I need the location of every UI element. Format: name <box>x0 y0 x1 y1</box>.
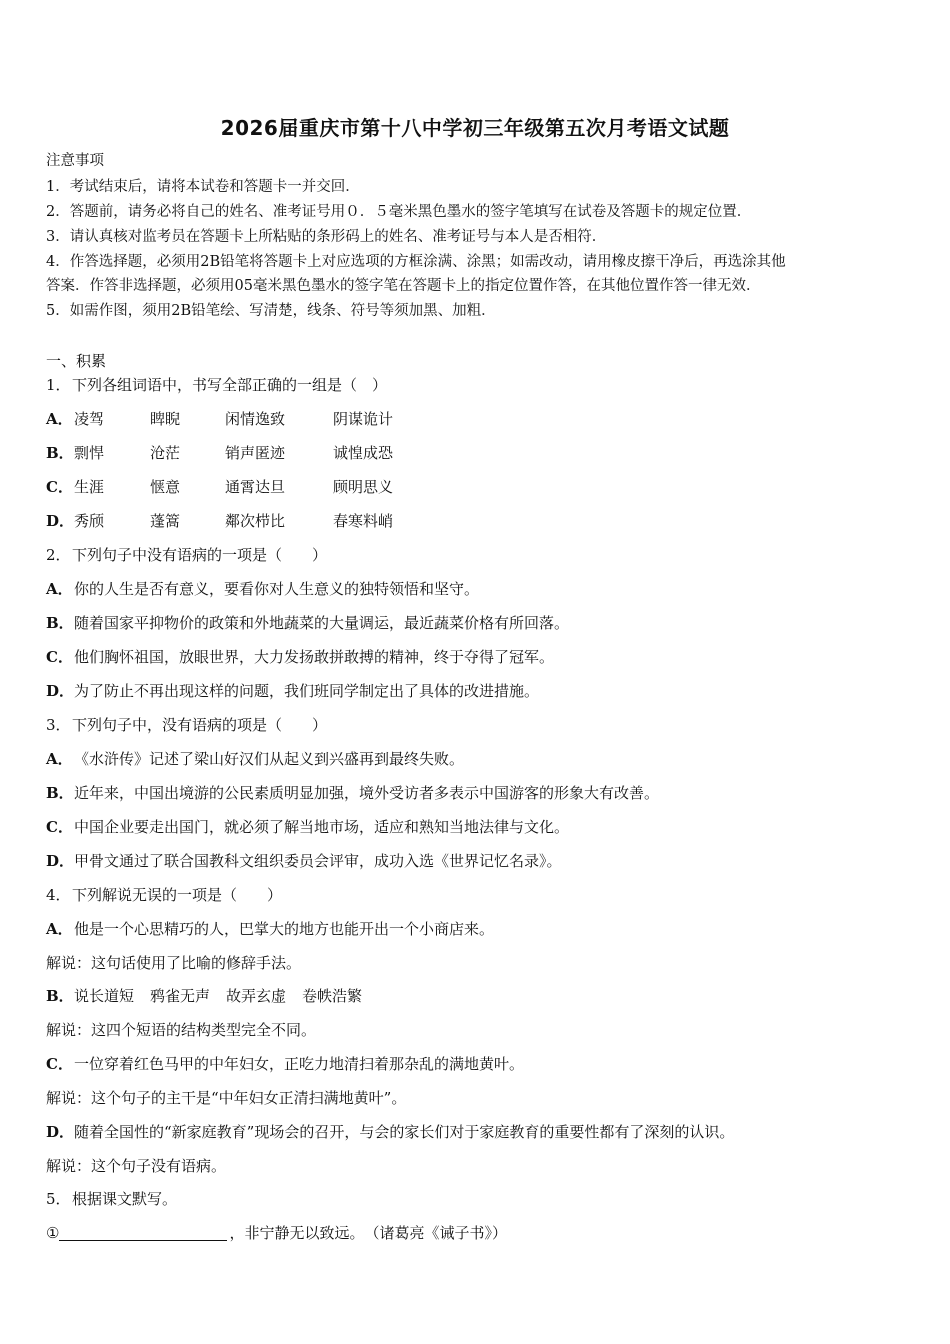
notice-item-1: 1．考试结束后，请将本试卷和答题卡一并交回． <box>46 179 360 195</box>
option-letter: A． <box>46 920 73 938</box>
option-letter: B． <box>46 784 74 802</box>
q5-item-1 <box>46 1223 507 1243</box>
option-word: 剽悍 <box>74 444 105 462</box>
option-word: 阴谋诡计 <box>333 410 394 428</box>
q2-option-a <box>46 579 479 599</box>
question-number: 3． <box>46 716 71 734</box>
option-text: 为了防止不再出现这样的问题，我们班同学制定出了具体的改进措施。 <box>74 682 540 700</box>
item-text: ，非宁静无以致远。 （诸葛亮《诫子书》） <box>229 1224 507 1242</box>
option-text: 甲骨文通过了联合国教科文组织委员会评审，成功入选《世界记忆名录》。 <box>74 852 562 870</box>
question-number: 1． <box>46 376 71 394</box>
notice-item-4: 4．作答选择题，必须用2B铅笔将答题卡上对应选项的方框涂满、涂黑；如需改动，请用橡皮擦干净后，再选涂其他 <box>46 254 786 270</box>
notice-item-3: 3．请认真核对监考员在答题卡上所粘贴的条形码上的姓名、准考证号与本人是否相符． <box>46 229 607 245</box>
question-number: 4． <box>46 886 71 904</box>
question-4-stem <box>46 885 282 905</box>
q4-a-explanation: 解说：这句话使用了比喻的修辞手法。 <box>46 954 302 972</box>
option-letter: D． <box>46 512 75 530</box>
option-text: 随着国家平抑物价的政策和外地蔬菜的大量调运，最近蔬菜价格有所回落。 <box>74 614 570 632</box>
question-text: 根据课文默写。 <box>72 1190 178 1208</box>
q1-option-a <box>46 409 393 429</box>
notice-item-5: 5．如需作图，须用2B铅笔绘、写清楚，线条、符号等须加黑、加粗． <box>46 303 496 319</box>
option-text: 你的人生是否有意义，要看你对人生意义的独特领悟和坚守。 <box>74 580 480 598</box>
option-word: 销声匿迹 <box>225 444 286 462</box>
question-text: 下列句子中，没有语病的项是（ ） <box>72 716 328 734</box>
option-letter: D． <box>46 682 75 700</box>
option-word: 通霄达旦 <box>225 478 286 496</box>
q4-option-b <box>46 986 378 1006</box>
option-word: 闲情逸致 <box>225 410 286 428</box>
question-3-stem <box>46 715 327 735</box>
option-word: 春寒料峭 <box>333 512 394 530</box>
option-word: 沧茫 <box>150 444 181 462</box>
q3-option-a <box>46 749 464 769</box>
question-5-stem <box>46 1189 177 1209</box>
option-phrase: 卷帙浩繁 <box>302 987 363 1005</box>
option-letter: D． <box>46 852 75 870</box>
q4-b-explanation: 解说：这四个短语的结构类型完全不同。 <box>46 1021 317 1039</box>
section-heading: 一、积累 <box>46 352 107 370</box>
option-text: 中国企业要走出国门，就必须了解当地市场，适应和熟知当地法律与文化。 <box>74 818 570 836</box>
page-title: 2026届重庆市第十八中学初三年级第五次月考语文试题 <box>220 116 730 140</box>
option-letter: C． <box>46 478 73 496</box>
q3-option-c <box>46 817 569 837</box>
option-letter: B． <box>46 444 74 462</box>
answer-blank[interactable] <box>59 1225 227 1241</box>
option-letter: D． <box>46 1123 75 1141</box>
option-word: 蓬篙 <box>150 512 181 530</box>
option-text: 《水浒传》记述了梁山好汉们从起义到兴盛再到最终失败。 <box>74 750 465 768</box>
item-marker: ① <box>46 1224 60 1242</box>
option-letter: A． <box>46 580 73 598</box>
option-word: 凌驾 <box>74 410 105 428</box>
option-text: 他是一个心思精巧的人，巴掌大的地方也能开出一个小商店来。 <box>74 920 495 938</box>
question-2-stem <box>46 545 327 565</box>
option-word: 秀颀 <box>74 512 105 530</box>
question-text: 下列各组词语中，书写全部正确的一组是（ ） <box>72 376 388 394</box>
q4-option-a <box>46 919 494 939</box>
q4-option-c <box>46 1054 524 1074</box>
option-word: 诚惶成恐 <box>333 444 394 462</box>
notice-item-2: 2．答题前，请务必将自己的姓名、准考证号用０．５毫米黑色墨水的签字笔填写在试卷及答题卡的规定位置． <box>46 204 752 220</box>
option-text: 随着全国性的“新家庭教育”现场会的召开，与会的家长们对于家庭教育的重要性都有了深刻的认识。 <box>74 1123 735 1141</box>
option-letter: A． <box>46 750 73 768</box>
option-word: 惬意 <box>150 478 181 496</box>
option-text: 他们胸怀祖国，放眼世界，大力发扬敢拼敢搏的精神，终于夺得了冠军。 <box>74 648 555 666</box>
option-phrase: 故弄玄虚 <box>226 987 287 1005</box>
option-word: 生涯 <box>74 478 105 496</box>
notice-item-4-cont: 答案．作答非选择题，必须用05毫米黑色墨水的签字笔在答题卡上的指定位置作答，在其他位置作答一律无效． <box>46 278 761 294</box>
option-letter: A． <box>46 410 73 428</box>
question-number: 5． <box>46 1190 71 1208</box>
option-letter: B． <box>46 987 74 1005</box>
option-text: 近年来，中国出境游的公民素质明显加强，境外受访者多表示中国游客的形象大有改善。 <box>74 784 660 802</box>
question-text: 下列句子中没有语病的一项是（ ） <box>72 546 328 564</box>
q1-option-c <box>46 477 393 497</box>
q1-option-b <box>46 443 393 463</box>
q4-c-explanation: 解说：这个句子的主干是“中年妇女正清扫满地黄叶”。 <box>46 1089 407 1107</box>
q4-option-d <box>46 1122 734 1142</box>
q1-option-d <box>46 511 393 531</box>
q2-option-c <box>46 647 554 667</box>
option-word: 鄰次栉比 <box>225 512 286 530</box>
question-text: 下列解说无误的一项是（ ） <box>72 886 283 904</box>
option-letter: B． <box>46 614 74 632</box>
q4-d-explanation: 解说：这个句子没有语病。 <box>46 1157 227 1175</box>
option-text: 一位穿着红色马甲的中年妇女，正吃力地清扫着那杂乱的满地黄叶。 <box>74 1055 525 1073</box>
q2-option-d <box>46 681 539 701</box>
option-word: 睥睨 <box>150 410 181 428</box>
option-letter: C． <box>46 818 73 836</box>
question-number: 2． <box>46 546 71 564</box>
q3-option-d <box>46 851 562 871</box>
option-phrase: 鸦雀无声 <box>150 987 211 1005</box>
option-letter: C． <box>46 648 73 666</box>
option-word: 顾明思义 <box>333 478 394 496</box>
q2-option-b <box>46 613 569 633</box>
q3-option-b <box>46 783 659 803</box>
question-1-stem <box>46 375 387 395</box>
notice-heading: 注意事项 <box>46 153 104 169</box>
option-letter: C． <box>46 1055 73 1073</box>
option-phrase: 说长道短 <box>74 987 135 1005</box>
